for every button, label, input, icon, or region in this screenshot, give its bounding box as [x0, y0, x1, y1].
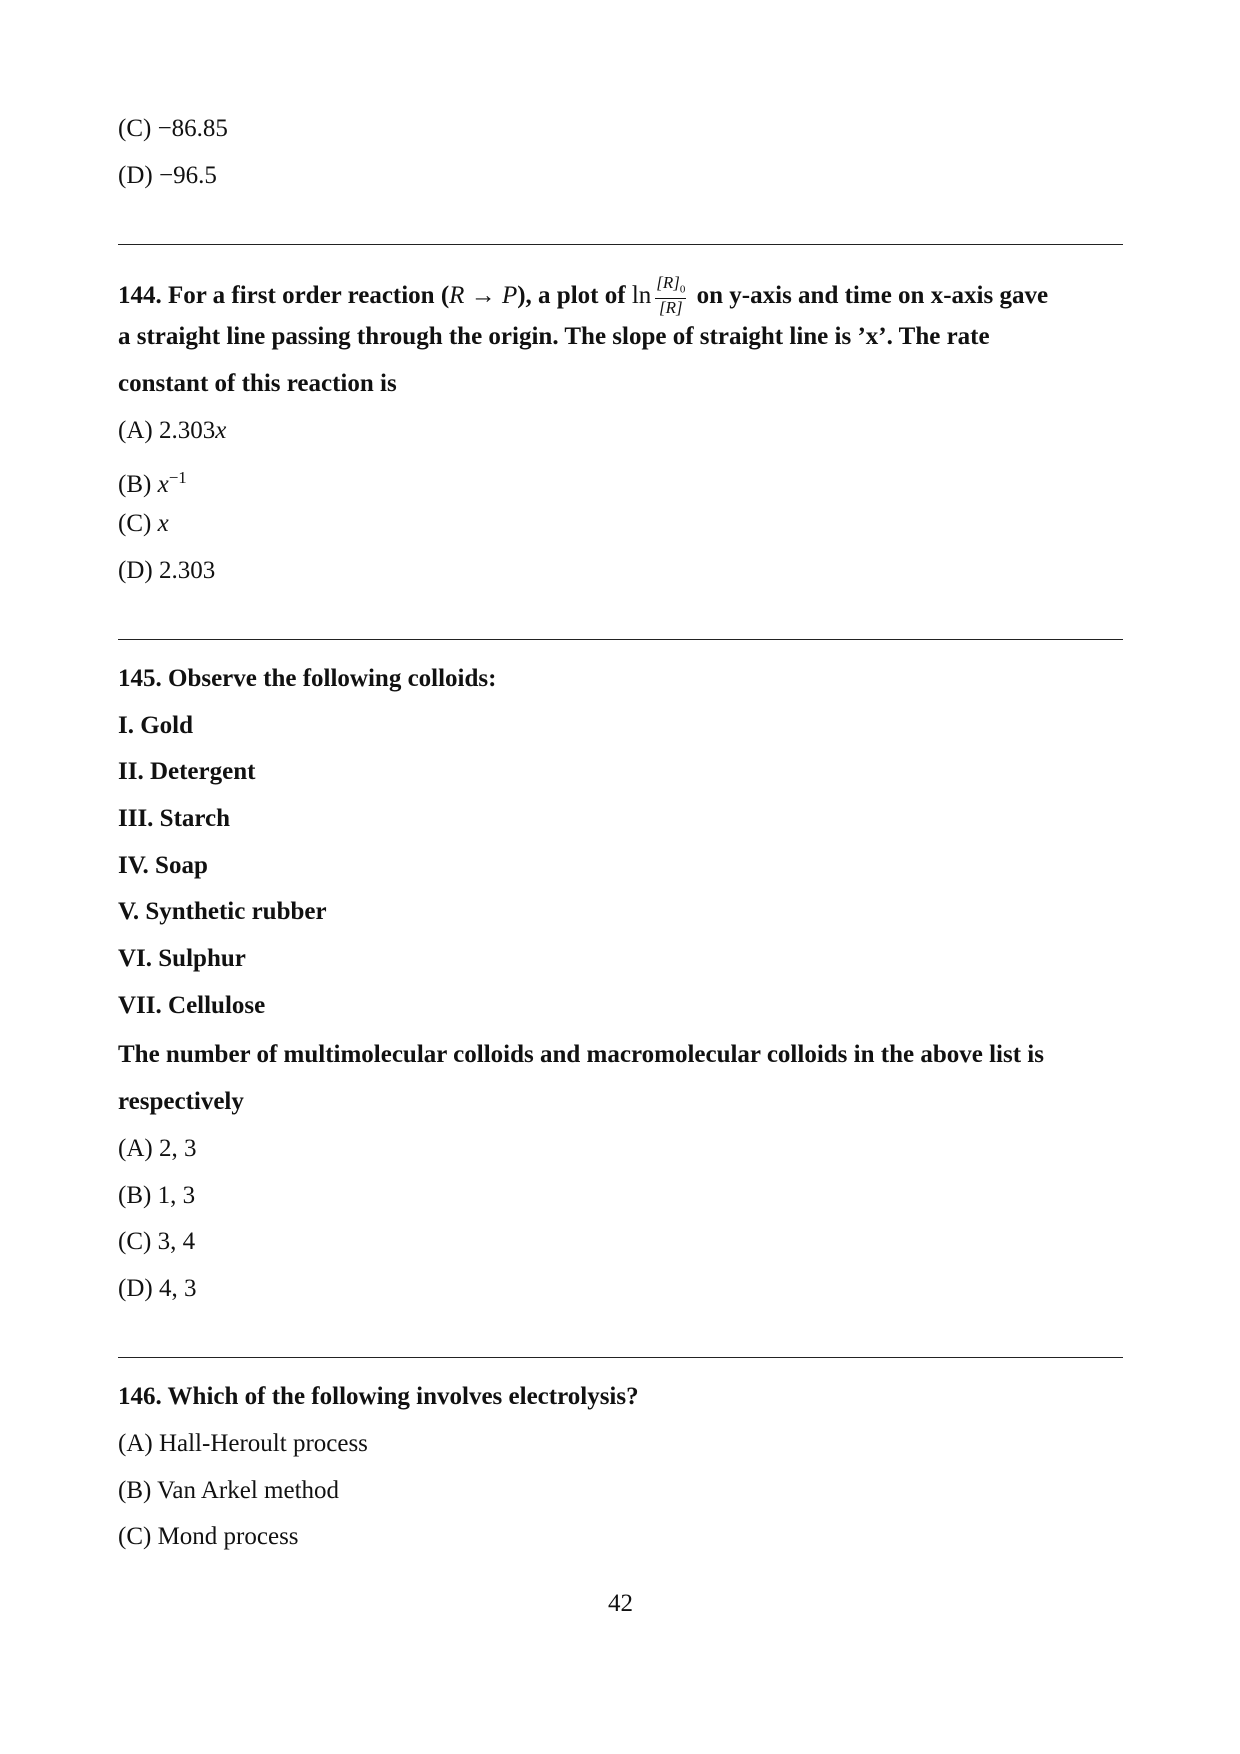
- divider: [118, 1357, 1123, 1358]
- q144-question-line1: 144. For a first order reaction (R → P), a plot of ln $\frac{[R]_0}{[R]}$ on y-axis and time on x-axis gave: [118, 273, 1049, 318]
- colloid-list-item: V. Synthetic rubber: [118, 898, 327, 925]
- q145-stem-line2: respectively: [118, 1088, 244, 1115]
- colloid-list-item: VI. Sulphur: [118, 945, 246, 972]
- q145-stem-line1: The number of multimolecular colloids and macromolecular colloids in the above list is: [118, 1041, 1044, 1068]
- q145-question: 145. Observe the following colloids:: [118, 665, 497, 692]
- colloid-list-item: I. Gold: [118, 712, 194, 739]
- q145-option-d: (D) 4, 3: [118, 1275, 197, 1302]
- q145-option-b: (B) 1, 3: [118, 1182, 196, 1209]
- colloid-list-item: II. Detergent: [118, 758, 256, 785]
- q143-option-c: (C) −86.85: [118, 115, 228, 142]
- q144-question-line2: a straight line passing through the origin. The slope of straight line is ’x’. The rate: [118, 323, 990, 350]
- q146-option-b: (B) Van Arkel method: [118, 1477, 340, 1504]
- q144-option-c: (C) x: [118, 510, 169, 537]
- q145-option-c: (C) 3, 4: [118, 1228, 196, 1255]
- q144-option-a: (A) 2.303x: [118, 417, 227, 444]
- colloid-list-item: VII. Cellulose: [118, 992, 266, 1019]
- q146-option-a: (A) Hall-Heroult process: [118, 1430, 368, 1457]
- colloid-list-item: IV. Soap: [118, 852, 208, 879]
- q145-option-a: (A) 2, 3: [118, 1135, 197, 1162]
- q144-question-line3: constant of this reaction is: [118, 370, 397, 397]
- divider: [118, 244, 1123, 245]
- q146-option-c: (C) Mond process: [118, 1523, 299, 1550]
- q144-option-b: (B) $x^{-1}$: [118, 468, 187, 498]
- q143-option-d: (D) −96.5: [118, 162, 217, 189]
- page-number: 42: [608, 1590, 633, 1617]
- colloid-list-item: III. Starch: [118, 805, 231, 832]
- q146-question: 146. Which of the following involves electrolysis?: [118, 1383, 639, 1410]
- divider: [118, 639, 1123, 640]
- q144-option-d: (D) 2.303: [118, 557, 216, 584]
- concentration-ratio-fraction: $\frac{[R]_0}{[R]}$: [656, 273, 686, 318]
